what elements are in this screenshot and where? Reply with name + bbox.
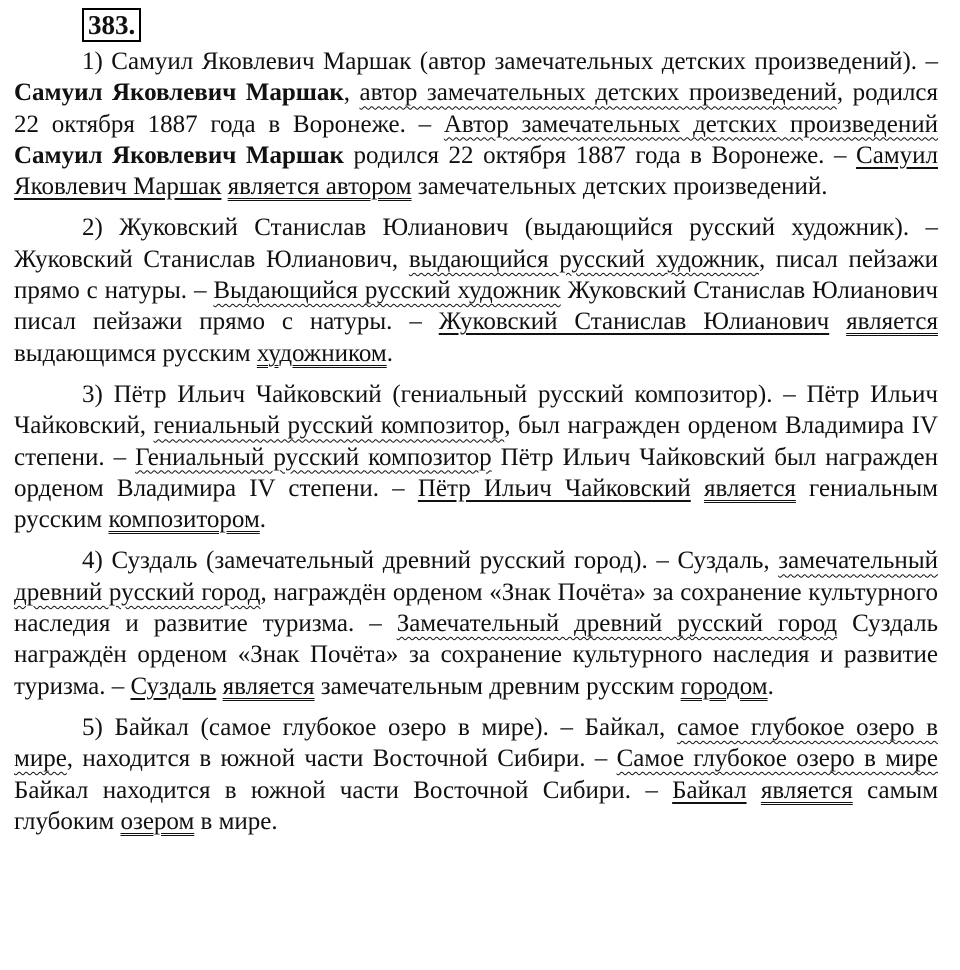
text-segment: 5) Байкал (самое глубокое озеро в мире). – Байкал,	[82, 713, 677, 741]
text-segment: Жуковский Станислав Юлианович писал пейзажи прямо с натуры. –	[14, 277, 938, 336]
underlined-subject: Самуил Яковлевич Маршак	[14, 141, 938, 201]
text-segment: самым глубоким	[14, 776, 939, 835]
wavy-underlined-attribute: выдающийся русский художник	[408, 245, 759, 273]
text-segment: .	[767, 672, 774, 700]
sentence-paragraph-5	[14, 712, 938, 837]
text-segment: Пётр Ильич Чайковский был награжден орденом Владимира IV степени. –	[14, 443, 938, 502]
sentence-paragraph-4	[14, 545, 938, 701]
text-segment: 1) Самуил Яковлевич Маршак (автор замечательных детских произведений). –	[82, 48, 938, 75]
underlined-subject: Пётр Ильич Чайковский	[417, 474, 691, 502]
text-segment: , находится в южной части Восточной Сибири. –	[66, 745, 617, 773]
text-segment: выдающимся русским	[14, 339, 257, 367]
double-underlined-predicate: является	[760, 776, 853, 804]
double-underlined-predicate: озером	[120, 807, 195, 835]
exercise-content	[14, 46, 938, 837]
double-underlined-predicate: композитором	[108, 506, 260, 534]
wavy-underlined-attribute: Выдающийся русский художник	[213, 277, 561, 305]
double-underlined-predicate: является	[222, 672, 315, 700]
text-segment: , был награжден орденом Владимира IV степени. –	[14, 412, 938, 471]
sentence-paragraph-1	[14, 46, 938, 202]
text-segment: .	[386, 339, 393, 367]
text-segment: ,	[343, 79, 360, 107]
sentence-paragraph-3	[14, 379, 938, 535]
text-segment: , писал пейзажи прямо с натуры. –	[14, 245, 938, 305]
text-segment	[747, 777, 761, 804]
wavy-underlined-attribute: гениальный русский композитор	[153, 412, 505, 440]
bold-subject: Самуил Яковлевич Маршак	[14, 79, 344, 107]
text-segment: замечательных детских произведений.	[411, 173, 828, 201]
text-segment: родился 22 октября 1887 года в Воронеже. –	[343, 141, 857, 169]
text-segment: в мире.	[194, 807, 278, 835]
wavy-underlined-attribute: самое глубокое озеро в мире	[14, 713, 938, 773]
exercise-number: 383.	[82, 8, 141, 42]
underlined-subject: Суздаль	[130, 672, 217, 700]
text-segment: , родился 22 октября 1887 года в Воронеже. –	[14, 79, 939, 138]
wavy-underlined-attribute: автор замечательных детских произведений	[359, 79, 837, 107]
underlined-subject: Жуковский Станислав Юлианович	[438, 308, 830, 336]
text-segment: гениальным русским	[14, 474, 939, 534]
double-underlined-predicate: художником	[256, 339, 387, 367]
double-underlined-predicate: городом	[680, 672, 768, 700]
double-underlined-predicate: является	[703, 474, 796, 502]
double-underlined-predicate: является	[846, 308, 938, 336]
double-underlined-predicate: является автором	[227, 173, 412, 201]
wavy-underlined-attribute: Гениальный русский композитор	[135, 443, 492, 471]
text-segment	[691, 475, 704, 502]
bold-subject: Самуил Яковлевич Маршак	[14, 141, 344, 169]
sentence-paragraph-2	[14, 212, 938, 368]
text-segment: замечательным древним русским	[314, 672, 681, 700]
underlined-subject: Байкал	[672, 776, 747, 804]
text-segment: Суздаль награждён орденом «Знак Почёта» за сохранение культурного наследия и развитие туризма. –	[14, 610, 938, 700]
wavy-underlined-attribute: Автор замечательных детских произведений	[443, 110, 939, 138]
text-segment: .	[259, 506, 267, 534]
wavy-underlined-attribute: Замечательный древний русский город	[396, 610, 838, 638]
text-segment: , награждён орденом «Знак Почёта» за сохранение культурного наследия и развитие туризма. –	[14, 578, 938, 638]
text-segment	[829, 308, 846, 335]
text-segment: Байкал находится в южной части Восточной Сибири. –	[14, 776, 673, 804]
text-segment: 2) Жуковский Станислав Юлианович (выдающийся русский художник). – Жуковский Станислав Юлианович,	[14, 214, 938, 273]
text-segment: 4) Суздаль (замечательный древний русский город). – Суздаль,	[82, 547, 779, 575]
wavy-underlined-attribute: Самое глубокое озеро в мире	[616, 745, 938, 773]
text-segment: 3) Пётр Ильич Чайковский (гениальный русский композитор). – Пётр Ильич Чайковский,	[14, 380, 938, 440]
wavy-underlined-attribute: замечательный древний русский город	[14, 547, 938, 606]
